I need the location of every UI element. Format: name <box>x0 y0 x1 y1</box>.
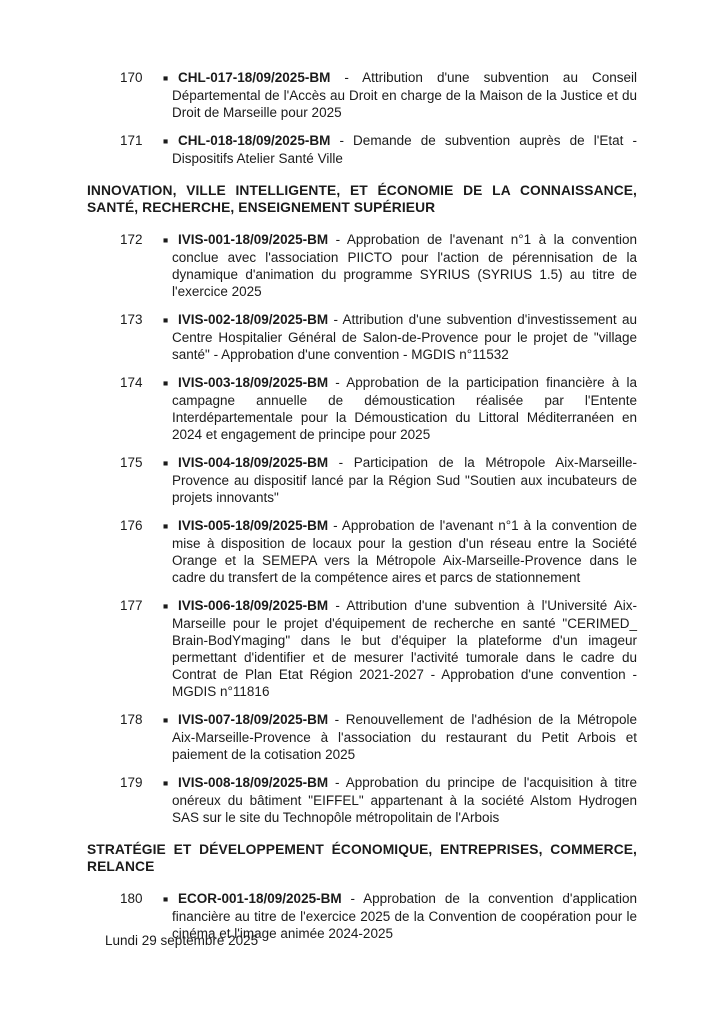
section-heading: INNOVATION, VILLE INTELLIGENTE, ET ÉCONOMIE DE LA CONNAISSANCE, SANTÉ, RECHERCHE, ENSEIGNEMENT SUPÉRIEUR <box>87 183 637 215</box>
item-number: 180 <box>120 891 143 906</box>
bullet-square-icon: ■ <box>163 715 169 725</box>
item-code: IVIS-007-18/09/2025-BM <box>178 712 329 727</box>
agenda-item <box>87 132 637 167</box>
item-code: IVIS-005-18/09/2025-BM <box>178 518 329 533</box>
bullet-square-icon: ■ <box>163 136 169 146</box>
item-code: IVIS-001-18/09/2025-BM <box>178 232 329 247</box>
item-code: IVIS-003-18/09/2025-BM <box>178 375 329 390</box>
item-code: CHL-018-18/09/2025-BM <box>178 133 331 148</box>
item-code: IVIS-008-18/09/2025-BM <box>178 775 329 790</box>
agenda-item <box>87 311 637 363</box>
item-text: ■ IVIS-008-18/09/2025-BM - Approbation du principe de l'acquisition à titre onéreux du bâtiment "EIFFEL" appartenant à la société Alstom Hydrogen SAS sur le site du Technopôle métropolitain de l'Arbois <box>163 775 637 825</box>
item-code: ECOR-001-18/09/2025-BM <box>178 891 342 906</box>
agenda-item <box>87 517 637 586</box>
bullet-square-icon: ■ <box>163 73 169 83</box>
bullet-square-icon: ■ <box>163 521 169 531</box>
bullet-square-icon: ■ <box>163 894 169 904</box>
bullet-square-icon: ■ <box>163 235 169 245</box>
item-number: 178 <box>120 712 143 727</box>
agenda-item <box>87 711 637 763</box>
item-code: IVIS-004-18/09/2025-BM <box>178 455 329 470</box>
bullet-square-icon: ■ <box>163 378 169 388</box>
item-number: 177 <box>120 598 143 613</box>
bullet-square-icon: ■ <box>163 601 169 611</box>
item-number: 171 <box>120 133 143 148</box>
item-number: 172 <box>120 232 143 247</box>
item-code: CHL-017-18/09/2025-BM <box>178 70 331 85</box>
item-text: ■ IVIS-007-18/09/2025-BM - Renouvellement de l'adhésion de la Métropole Aix-Marseille-Provence à l'association du restaurant du Petit Arbois et paiement de la cotisation 2025 <box>163 712 637 762</box>
item-text: ■ IVIS-006-18/09/2025-BM - Attribution d'une subvention à l'Université Aix-Marseille pour le projet d'équipement de recherche en santé "CERIMED_ Brain-BodYmaging" dans le but d'équiper la plateforme d'un imageur permettant d'identifier et de mesurer l'activité tumorale dans le cadre du Contrat de Plan Etat Région 2021-2027 - Approbation d'une convention - MGDIS n°11816 <box>163 598 637 699</box>
bullet-square-icon: ■ <box>163 315 169 325</box>
item-number: 174 <box>120 375 143 390</box>
item-text: ■ IVIS-002-18/09/2025-BM - Attribution d'une subvention d'investissement au Centre Hospitalier Général de Salon-de-Provence pour le projet de "village santé" - Approbation d'une convention - MGDIS n°11532 <box>163 312 637 362</box>
bullet-square-icon: ■ <box>163 778 169 788</box>
item-text: ■ ECOR-001-18/09/2025-BM - Approbation de la convention d'application financière au titre de l'exercice 2025 de la Convention de coopération pour le cinéma et l'image animée 2024-2025 <box>163 891 637 941</box>
item-text: ■ IVIS-001-18/09/2025-BM - Approbation de l'avenant n°1 à la convention conclue avec l'association PIICTO pour l'action de pérennisation de la dynamique d'animation du programme SYRIUS (SYRIUS 1.5) au titre de l'exercice 2025 <box>163 232 637 299</box>
footer-date: Lundi 29 septembre 2025 <box>105 933 259 948</box>
item-text: ■ CHL-018-18/09/2025-BM - Demande de subvention auprès de l'Etat - Dispositifs Atelier Santé Ville <box>163 133 637 166</box>
agenda-item <box>87 774 637 826</box>
item-number: 176 <box>120 518 143 533</box>
item-code: IVIS-006-18/09/2025-BM <box>178 598 329 613</box>
item-code: IVIS-002-18/09/2025-BM <box>178 312 329 327</box>
bullet-square-icon: ■ <box>163 458 169 468</box>
agenda-item <box>87 597 637 700</box>
item-number: 179 <box>120 775 143 790</box>
agenda-item <box>87 374 637 443</box>
item-number: 173 <box>120 312 143 327</box>
agenda-item <box>87 231 637 300</box>
agenda-item <box>87 454 637 506</box>
item-text: ■ CHL-017-18/09/2025-BM - Attribution d'une subvention au Conseil Départemental de l'Accès au Droit en charge de la Maison de la Justice et du Droit de Marseille pour 2025 <box>163 70 637 120</box>
item-text: ■ IVIS-004-18/09/2025-BM - Participation de la Métropole Aix-Marseille-Provence au dispositif lancé par la Région Sud "Soutien aux incubateurs de projets innovants" <box>163 455 637 505</box>
section-heading: STRATÉGIE ET DÉVELOPPEMENT ÉCONOMIQUE, ENTREPRISES, COMMERCE, RELANCE <box>87 842 637 874</box>
agenda-item <box>87 69 637 121</box>
item-text: ■ IVIS-005-18/09/2025-BM - Approbation de l'avenant n°1 à la convention de mise à disposition de locaux pour la gestion d'un réseau entre la Société Orange et la SEMEPA vers la Métropole Aix-Marseille-Provence dans le cadre du transfert de la compétence aires et parcs de stationnement <box>163 518 637 585</box>
item-text: ■ IVIS-003-18/09/2025-BM - Approbation de la participation financière à la campagne annuelle de démoustication réalisée par l'Entente Interdépartementale pour la Démoustication du Littoral Méditerranéen en 2024 et engagement de principe pour 2025 <box>163 375 637 442</box>
item-number: 175 <box>120 455 143 470</box>
document-blocks <box>87 69 637 942</box>
item-number: 170 <box>120 70 143 85</box>
